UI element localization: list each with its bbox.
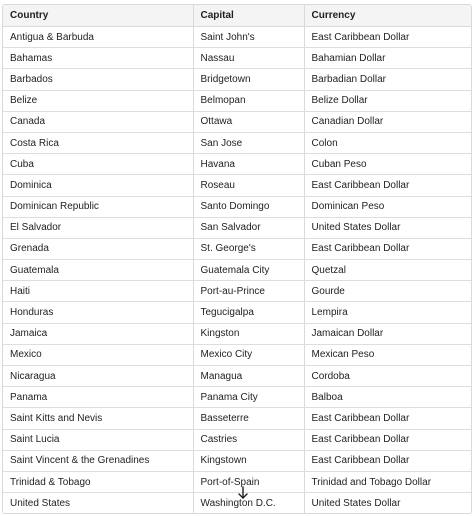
- column-header-currency: Currency: [304, 5, 471, 27]
- currency-cell: East Caribbean Dollar: [304, 238, 471, 259]
- country-cell: Nicaragua: [3, 366, 193, 387]
- country-cell: Cuba: [3, 154, 193, 175]
- scroll-down-button[interactable]: [235, 485, 251, 501]
- country-cell: Trinidad & Tobago: [3, 471, 193, 492]
- capital-cell: Tegucigalpa: [193, 302, 304, 323]
- table-row: [3, 323, 471, 344]
- currency-cell: East Caribbean Dollar: [304, 175, 471, 196]
- capital-cell: Roseau: [193, 175, 304, 196]
- table-row: [3, 154, 471, 175]
- capital-cell: Saint John's: [193, 27, 304, 48]
- table-row: [3, 429, 471, 450]
- table-row: [3, 450, 471, 471]
- country-cell: Jamaica: [3, 323, 193, 344]
- currency-cell: East Caribbean Dollar: [304, 27, 471, 48]
- country-cell: Mexico: [3, 344, 193, 365]
- currency-cell: United States Dollar: [311, 497, 401, 509]
- table-row: [3, 90, 471, 111]
- table-row: [3, 408, 471, 429]
- currency-cell: Barbadian Dollar: [304, 69, 471, 90]
- currency-cell: Colon: [304, 132, 471, 153]
- capital-cell: San Salvador: [193, 217, 304, 238]
- country-cell: Barbados: [3, 69, 193, 90]
- country-cell: Bahamas: [3, 48, 193, 69]
- capital-cell: Washington D.C.: [193, 493, 304, 514]
- country-cell: Haiti: [3, 281, 193, 302]
- capital-cell: Guatemala City: [193, 260, 304, 281]
- capital-cell: Panama City: [193, 387, 304, 408]
- currency-cell: Balboa: [304, 387, 471, 408]
- capital-cell: Santo Domingo: [193, 196, 304, 217]
- country-cell: Saint Vincent & the Grenadines: [3, 450, 193, 471]
- capital-cell: Managua: [193, 366, 304, 387]
- currency-cell: Bahamian Dollar: [304, 48, 471, 69]
- country-cell: Honduras: [3, 302, 193, 323]
- country-cell: United States: [3, 493, 193, 514]
- table-row: [3, 111, 471, 132]
- column-header-country: Country: [3, 5, 193, 27]
- currency-cell: Mexican Peso: [304, 344, 471, 365]
- capital-cell: Basseterre: [193, 408, 304, 429]
- capital-cell: Castries: [193, 429, 304, 450]
- capital-cell: San Jose: [193, 132, 304, 153]
- currency-cell: East Caribbean Dollar: [304, 429, 471, 450]
- country-cell: Guatemala: [3, 260, 193, 281]
- capital-cell: Ottawa: [193, 111, 304, 132]
- country-cell: Antigua & Barbuda: [3, 27, 193, 48]
- currency-cell: East Caribbean Dollar: [304, 450, 471, 471]
- capital-cell: Mexico City: [193, 344, 304, 365]
- capital-cell: Port-au-Prince: [193, 281, 304, 302]
- country-cell: Canada: [3, 111, 193, 132]
- countries-table: [3, 5, 471, 513]
- capital-cell: St. George's: [193, 238, 304, 259]
- currency-cell: Belize Dollar: [304, 90, 471, 111]
- capital-cell: Havana: [193, 154, 304, 175]
- country-cell: Saint Lucia: [3, 429, 193, 450]
- table-row: [3, 69, 471, 90]
- table-row: [3, 302, 471, 323]
- table-row: [3, 217, 471, 238]
- country-cell: Dominica: [3, 175, 193, 196]
- country-cell: Saint Kitts and Nevis: [3, 408, 193, 429]
- currency-cell: Lempira: [304, 302, 471, 323]
- capital-cell: Belmopan: [193, 90, 304, 111]
- table-row: [3, 238, 471, 259]
- table-row: [3, 344, 471, 365]
- capital-cell: Port-of-Spain: [193, 471, 304, 492]
- capital-cell: Nassau: [193, 48, 304, 69]
- currency-cell: Jamaican Dollar: [304, 323, 471, 344]
- currency-cell: Gourde: [304, 281, 471, 302]
- table-row: [3, 132, 471, 153]
- country-cell: Dominican Republic: [3, 196, 193, 217]
- currency-cell: Cuban Peso: [304, 154, 471, 175]
- currency-cell: Trinidad and Tobago Dollar: [304, 471, 471, 492]
- currency-cell: United States Dollar: [304, 217, 471, 238]
- country-cell: Costa Rica: [3, 132, 193, 153]
- table-header-row: [3, 5, 471, 27]
- data-table-container: [2, 4, 472, 514]
- table-row: [3, 48, 471, 69]
- currency-cell: Quetzal: [304, 260, 471, 281]
- table-row: [3, 366, 471, 387]
- country-cell: Belize: [3, 90, 193, 111]
- column-header-capital: Capital: [193, 5, 304, 27]
- table-row: [3, 175, 471, 196]
- country-cell: Grenada: [3, 238, 193, 259]
- capital-cell: Kingston: [193, 323, 304, 344]
- table-row: [3, 260, 471, 281]
- table-body: [3, 27, 471, 514]
- table-row: [3, 196, 471, 217]
- currency-cell: Dominican Peso: [304, 196, 471, 217]
- table-row: [3, 281, 471, 302]
- table-row: [3, 387, 471, 408]
- country-cell: El Salvador: [3, 217, 193, 238]
- table-row: [3, 27, 471, 48]
- currency-cell: Canadian Dollar: [304, 111, 471, 132]
- currency-cell: Cordoba: [304, 366, 471, 387]
- capital-cell: Kingstown: [193, 450, 304, 471]
- capital-cell: Bridgetown: [193, 69, 304, 90]
- currency-cell: East Caribbean Dollar: [304, 408, 471, 429]
- country-cell: Panama: [3, 387, 193, 408]
- arrow-down-icon: [237, 486, 249, 500]
